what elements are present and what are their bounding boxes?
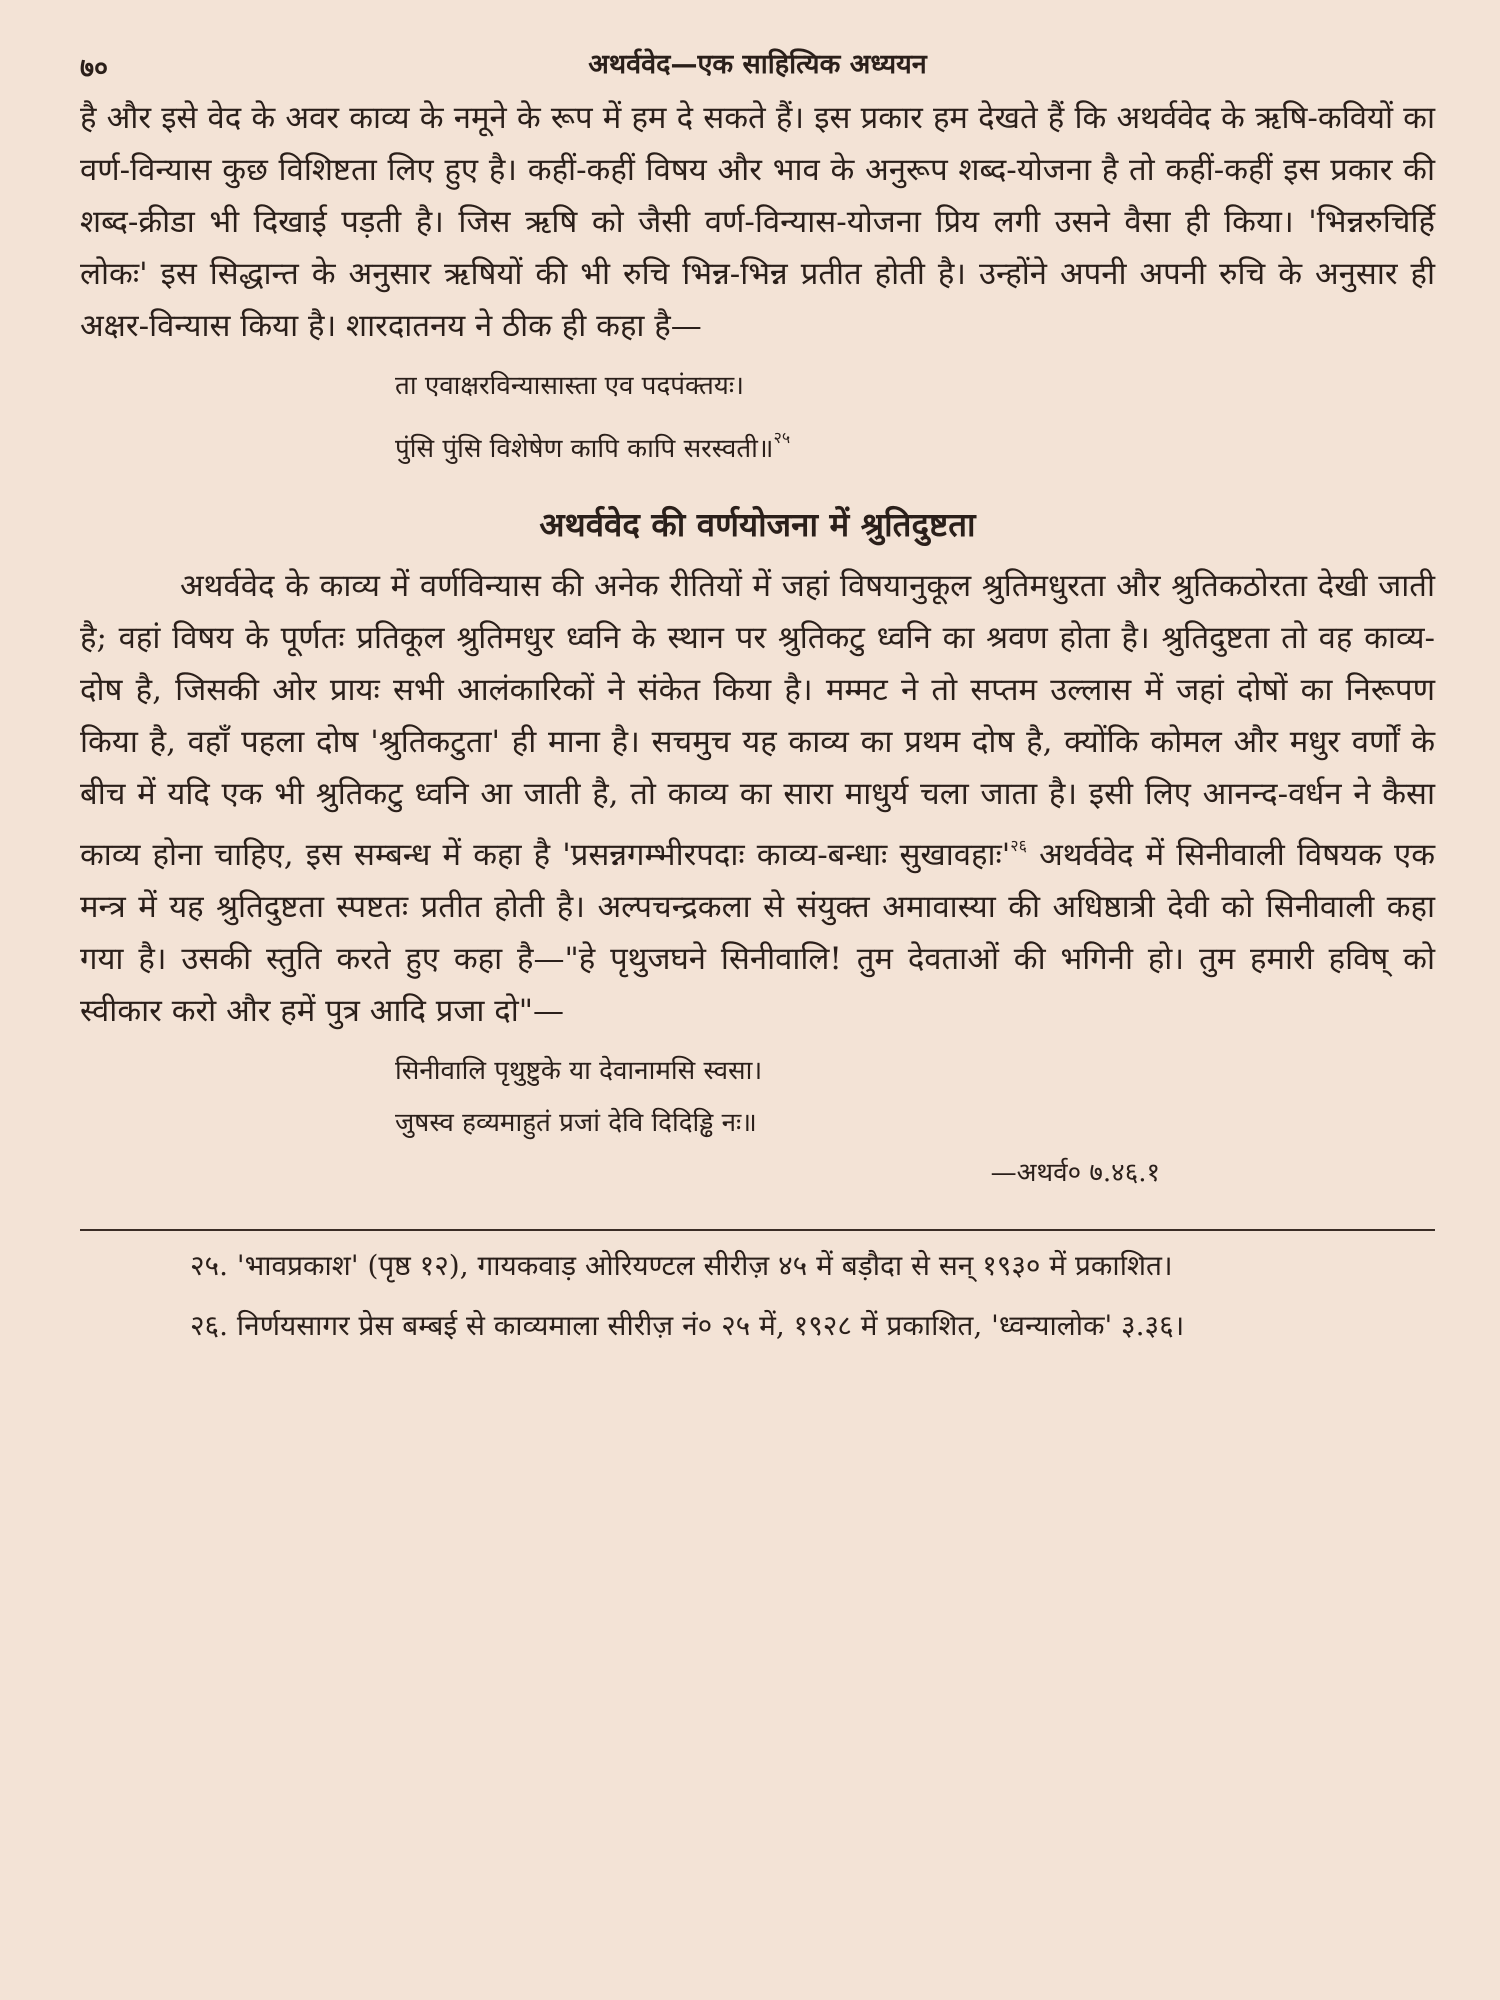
- footnote-25: २५. 'भावप्रकाश' (पृष्ठ १२), गायकवाड़ ओरियण्टल सीरीज़ ४५ में बड़ौदा से सन् १९३० में प्रकाशित।: [190, 1249, 1173, 1282]
- paragraph-2: [80, 560, 1435, 1037]
- footnote-divider: [80, 1229, 1435, 1231]
- book-title: अथर्ववेद—एक साहित्यिक अध्ययन: [588, 49, 927, 80]
- verse-1-line-2-text: पुंसि पुंसि विशेषेण कापि कापि सरस्वती॥: [395, 434, 774, 464]
- footnote-26: २६. निर्णयसागर प्रेस बम्बई से काव्यमाला सीरीज़ नं० २५ में, १९२८ में प्रकाशित, 'ध्वन्यालोक' ३.३६।: [190, 1309, 1185, 1342]
- verse-block-1: [80, 360, 1435, 475]
- verse-1-line-1: ता एवाक्षरविन्यासास्ता एव पदपंक्तयः।: [395, 371, 744, 401]
- verse-citation: —अथर्व० ७.४६.१: [990, 1158, 1160, 1188]
- paragraph-2-part-2: अथर्ववेद में सिनीवाली विषयक एक मन्त्र में यह श्रुतिदुष्टता स्पष्टतः प्रतीत होती है। अल्पचन्द्रकला से संयुक्त अमावास्या की अधिष्ठात्री देवी को सिनीवाली कहा गया है। उसकी स्तुति करते हुए कहा है—"हे पृथुजघने सिनीवालि! तुम देवताओं की भगिनी हो। तुम हमारी हविष् को स्वीकार करो और हमें पुत्र आदि प्रजा दो"—: [80, 837, 1436, 1029]
- footnote-ref-25[interactable]: २५: [773, 428, 791, 447]
- page-number: ७०: [80, 53, 109, 84]
- paragraph-2-part-1: अथर्ववेद के काव्य में वर्णविन्यास की अनेक रीतियों में जहां विषयानुकूल श्रुतिमधुरता और श्रुतिकठोरता देखी जाती है; वहां विषय के पूर्णतः प्रतिकूल श्रुतिमधुर ध्वनि के स्थान पर श्रुतिकटु ध्वनि का श्रवण होता है। श्रुतिदुष्टता तो वह काव्य-दोष है, जिसकी ओर प्रायः सभी आलंकारिकों ने संकेत किया है। मम्मट ने तो सप्तम उल्लास में जहां दोषों का निरूपण किया है, वहाँ पहला दोष 'श्रुतिकटुता' ही माना है। सचमुच यह काव्य का प्रथम दोष है, क्योंकि कोमल और मधुर वर्णों के बीच में यदि एक भी श्रुतिकटु ध्वनि आ जाती है, तो काव्य का सारा माधुर्य चला जाता है। इसी लिए आनन्द-वर्धन ने कैसा काव्य होना चाहिए, इस सम्बन्ध में कहा है 'प्रसन्नगम्भीरपदाः काव्य-बन्धाः सुखावहाः': [80, 568, 1435, 873]
- running-head: [80, 40, 1435, 92]
- section-heading: अथर्ववेद की वर्णयोजना में श्रुतिदुष्टता: [539, 505, 976, 544]
- verse-1-line-2: [395, 412, 1435, 475]
- verse-2-line-2: जुषस्व हव्यमाहुतं प्रजां देवि दिदिड्ढि नः॥: [395, 1108, 757, 1138]
- verse-block-2: [80, 1045, 1435, 1149]
- footnote-ref-26[interactable]: २६: [1010, 836, 1027, 855]
- paragraph-1: है और इसे वेद के अवर काव्य के नमूने के रूप में हम दे सकते हैं। इस प्रकार हम देखते हैं कि अथर्ववेद के ऋषि-कवियों का वर्ण-विन्यास कुछ विशिष्टता लिए हुए है। कहीं-कहीं विषय और भाव के अनुरूप शब्द-योजना है तो कहीं-कहीं इस प्रकार की शब्द-क्रीडा भी दिखाई पड़ती है। जिस ऋषि को जैसी वर्ण-विन्यास-योजना प्रिय लगी उसने वैसा ही किया। 'भिन्नरुचिर्हि लोकः' इस सिद्धान्त के अनुसार ऋषियों की भी रुचि भिन्न-भिन्न प्रतीत होती है। उन्होंने अपनी अपनी रुचि के अनुसार ही अक्षर-विन्यास किया है। शारदातनय ने ठीक ही कहा है—: [80, 100, 1435, 344]
- footnotes: [80, 1241, 1435, 1351]
- verse-2-line-1: सिनीवालि पृथुष्टुके या देवानामसि स्वसा।: [395, 1056, 763, 1086]
